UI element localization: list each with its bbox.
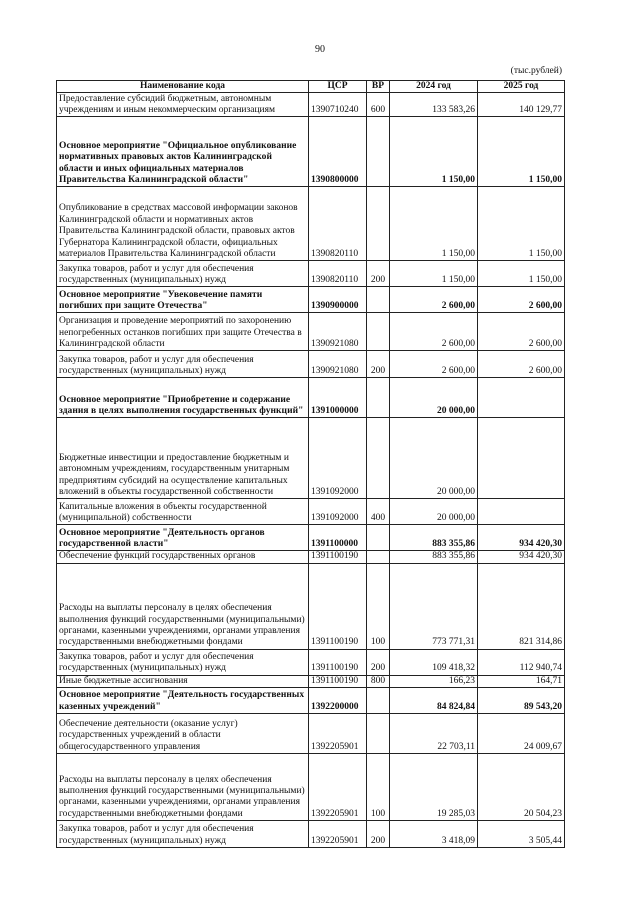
row-vr-cell: 200 — [367, 261, 390, 287]
table-row — [57, 821, 565, 848]
row-vr-cell — [367, 688, 390, 714]
row-vr-cell — [367, 551, 390, 563]
row-2024-cell: 3 418,09 — [390, 821, 478, 848]
row-name-cell: Расходы на выплаты персоналу в целях обеспечения выполнения функций государственными (муниципальными) органами, казенными учреждениями, органами управления государственными внебюджетными фондами — [57, 754, 309, 821]
row-2025-cell: 112 940,74 — [478, 649, 565, 675]
header-2024: 2024 год — [390, 81, 478, 93]
row-2025-cell: 2 600,00 — [478, 287, 565, 313]
row-name-cell: Закупка товаров, работ и услуг для обеспечения государственных (муниципальных) нужд — [57, 261, 309, 287]
row-vr-cell: 200 — [367, 351, 390, 378]
page-number: 90 — [315, 44, 325, 55]
row-2024-cell: 19 285,03 — [390, 754, 478, 821]
table-row — [57, 187, 565, 261]
table-row — [57, 563, 565, 649]
table-header-row — [57, 81, 565, 93]
row-csr-cell: 1391100190 — [309, 551, 367, 563]
row-2024-cell: 22 703,11 — [390, 714, 478, 754]
row-2024-cell: 20 000,00 — [390, 499, 478, 525]
row-csr-cell: 1391092000 — [309, 499, 367, 525]
row-name-cell: Расходы на выплаты персоналу в целях обеспечения выполнения функций государственными (муниципальными) органами, казенными учреждениями, органами управления государственными внебюджетными фондами — [57, 563, 309, 649]
table-row — [57, 378, 565, 418]
row-2024-cell: 133 583,26 — [390, 93, 478, 117]
table-row — [57, 287, 565, 313]
row-2024-cell: 883 355,86 — [390, 525, 478, 551]
row-name-cell: Закупка товаров, работ и услуг для обеспечения государственных (муниципальных) нужд — [57, 649, 309, 675]
row-name-cell: Основное мероприятие "Приобретение и содержание здания в целях выполнения государственных функций" — [57, 378, 309, 418]
row-2024-cell: 773 771,31 — [390, 563, 478, 649]
row-name-cell: Закупка товаров, работ и услуг для обеспечения государственных (муниципальных) нужд — [57, 351, 309, 378]
row-2025-cell: 164,71 — [478, 675, 565, 687]
table-body — [57, 93, 565, 848]
budget-table — [56, 80, 565, 848]
row-2025-cell — [478, 418, 565, 499]
row-vr-cell — [367, 378, 390, 418]
row-csr-cell: 1390900000 — [309, 287, 367, 313]
row-vr-cell — [367, 117, 390, 187]
row-2024-cell: 166,23 — [390, 675, 478, 687]
table-row — [57, 418, 565, 499]
table-row — [57, 351, 565, 378]
row-2025-cell: 2 600,00 — [478, 313, 565, 351]
row-vr-cell: 100 — [367, 563, 390, 649]
header-csr: ЦСР — [309, 81, 367, 93]
row-vr-cell: 200 — [367, 821, 390, 848]
row-csr-cell: 1391000000 — [309, 378, 367, 418]
row-vr-cell: 400 — [367, 499, 390, 525]
row-vr-cell — [367, 313, 390, 351]
row-2025-cell: 89 543,20 — [478, 688, 565, 714]
row-name-cell: Предоставление субсидий бюджетным, автономным учреждениям и иным некоммерческим организациям — [57, 93, 309, 117]
row-name-cell: Организация и проведение мероприятий по захоронению непогребенных останков погибших при защите Отечества в Калининградской области — [57, 313, 309, 351]
table-row — [57, 525, 565, 551]
row-name-cell: Обеспечение деятельности (оказание услуг) государственных учреждений в области общегосударственного управления — [57, 714, 309, 754]
row-vr-cell — [367, 525, 390, 551]
row-2024-cell: 2 600,00 — [390, 287, 478, 313]
row-name-cell: Основное мероприятие "Деятельность органов государственной власти" — [57, 525, 309, 551]
row-csr-cell: 1392205901 — [309, 754, 367, 821]
row-2025-cell: 24 009,67 — [478, 714, 565, 754]
row-csr-cell: 1392205901 — [309, 821, 367, 848]
row-name-cell: Бюджетные инвестиции и предоставление бюджетным и автономным учреждениям, государственным унитарным предприятиям субсидий на осуществление капитальных вложений в объекты государственной собственности — [57, 418, 309, 499]
row-csr-cell: 1391092000 — [309, 418, 367, 499]
row-name-cell: Обеспечение функций государственных органов — [57, 551, 309, 563]
row-csr-cell: 1390820110 — [309, 187, 367, 261]
row-2025-cell: 140 129,77 — [478, 93, 565, 117]
row-csr-cell: 1392205901 — [309, 714, 367, 754]
row-2025-cell: 1 150,00 — [478, 117, 565, 187]
table-row — [57, 313, 565, 351]
units-label: (тыс.рублей) — [510, 66, 562, 76]
row-2024-cell: 2 600,00 — [390, 351, 478, 378]
row-2024-cell: 1 150,00 — [390, 261, 478, 287]
table-row — [57, 117, 565, 187]
row-csr-cell: 1391100190 — [309, 649, 367, 675]
row-name-cell: Капитальные вложения в объекты государственной (муниципальной) собственности — [57, 499, 309, 525]
header-name: Наименование кода — [57, 81, 309, 93]
table-row — [57, 675, 565, 687]
row-2024-cell: 20 000,00 — [390, 378, 478, 418]
table-row — [57, 714, 565, 754]
row-2025-cell: 20 504,23 — [478, 754, 565, 821]
row-2025-cell: 934 420,30 — [478, 551, 565, 563]
row-vr-cell — [367, 418, 390, 499]
row-2025-cell: 821 314,86 — [478, 563, 565, 649]
table-row — [57, 499, 565, 525]
row-name-cell: Закупка товаров, работ и услуг для обеспечения государственных (муниципальных) нужд — [57, 821, 309, 848]
row-csr-cell: 1390820110 — [309, 261, 367, 287]
row-vr-cell — [367, 714, 390, 754]
table-row — [57, 754, 565, 821]
row-csr-cell: 1391100190 — [309, 563, 367, 649]
row-csr-cell: 1390921080 — [309, 313, 367, 351]
row-vr-cell — [367, 287, 390, 313]
row-2025-cell — [478, 499, 565, 525]
row-2025-cell: 1 150,00 — [478, 261, 565, 287]
row-vr-cell — [367, 187, 390, 261]
row-csr-cell: 1390710240 — [309, 93, 367, 117]
row-2024-cell: 1 150,00 — [390, 117, 478, 187]
table-row — [57, 93, 565, 117]
row-vr-cell: 100 — [367, 754, 390, 821]
row-vr-cell: 200 — [367, 649, 390, 675]
row-2025-cell: 1 150,00 — [478, 187, 565, 261]
row-name-cell: Иные бюджетные ассигнования — [57, 675, 309, 687]
row-2025-cell: 3 505,44 — [478, 821, 565, 848]
table-row — [57, 688, 565, 714]
row-csr-cell: 1391100190 — [309, 675, 367, 687]
row-name-cell: Основное мероприятие "Увековечение памяти погибших при защите Отечества" — [57, 287, 309, 313]
row-2024-cell: 1 150,00 — [390, 187, 478, 261]
table-row — [57, 649, 565, 675]
row-csr-cell: 1391100000 — [309, 525, 367, 551]
row-vr-cell: 600 — [367, 93, 390, 117]
row-2025-cell: 2 600,00 — [478, 351, 565, 378]
table-row — [57, 261, 565, 287]
row-name-cell: Основное мероприятие "Официальное опубликование нормативных правовых актов Калининградской области и иных официальных материалов Правительства Калининградской области" — [57, 117, 309, 187]
header-vr: ВР — [367, 81, 390, 93]
row-2025-cell — [478, 378, 565, 418]
row-vr-cell: 800 — [367, 675, 390, 687]
row-csr-cell: 1390921080 — [309, 351, 367, 378]
row-name-cell: Опубликование в средствах массовой информации законов Калининградской области и нормативных актов Правительства Калининградской области, правовых актов Губернатора Калининградской области, официальных материалов Правительства Калининградской области — [57, 187, 309, 261]
row-2024-cell: 883 355,86 — [390, 551, 478, 563]
row-2024-cell: 2 600,00 — [390, 313, 478, 351]
row-2024-cell: 109 418,32 — [390, 649, 478, 675]
table-row — [57, 551, 565, 563]
row-csr-cell: 1390800000 — [309, 117, 367, 187]
row-2024-cell: 20 000,00 — [390, 418, 478, 499]
row-2025-cell: 934 420,30 — [478, 525, 565, 551]
row-csr-cell: 1392200000 — [309, 688, 367, 714]
header-2025: 2025 год — [478, 81, 565, 93]
row-2024-cell: 84 824,84 — [390, 688, 478, 714]
row-name-cell: Основное мероприятие "Деятельность государственных казенных учреждений" — [57, 688, 309, 714]
